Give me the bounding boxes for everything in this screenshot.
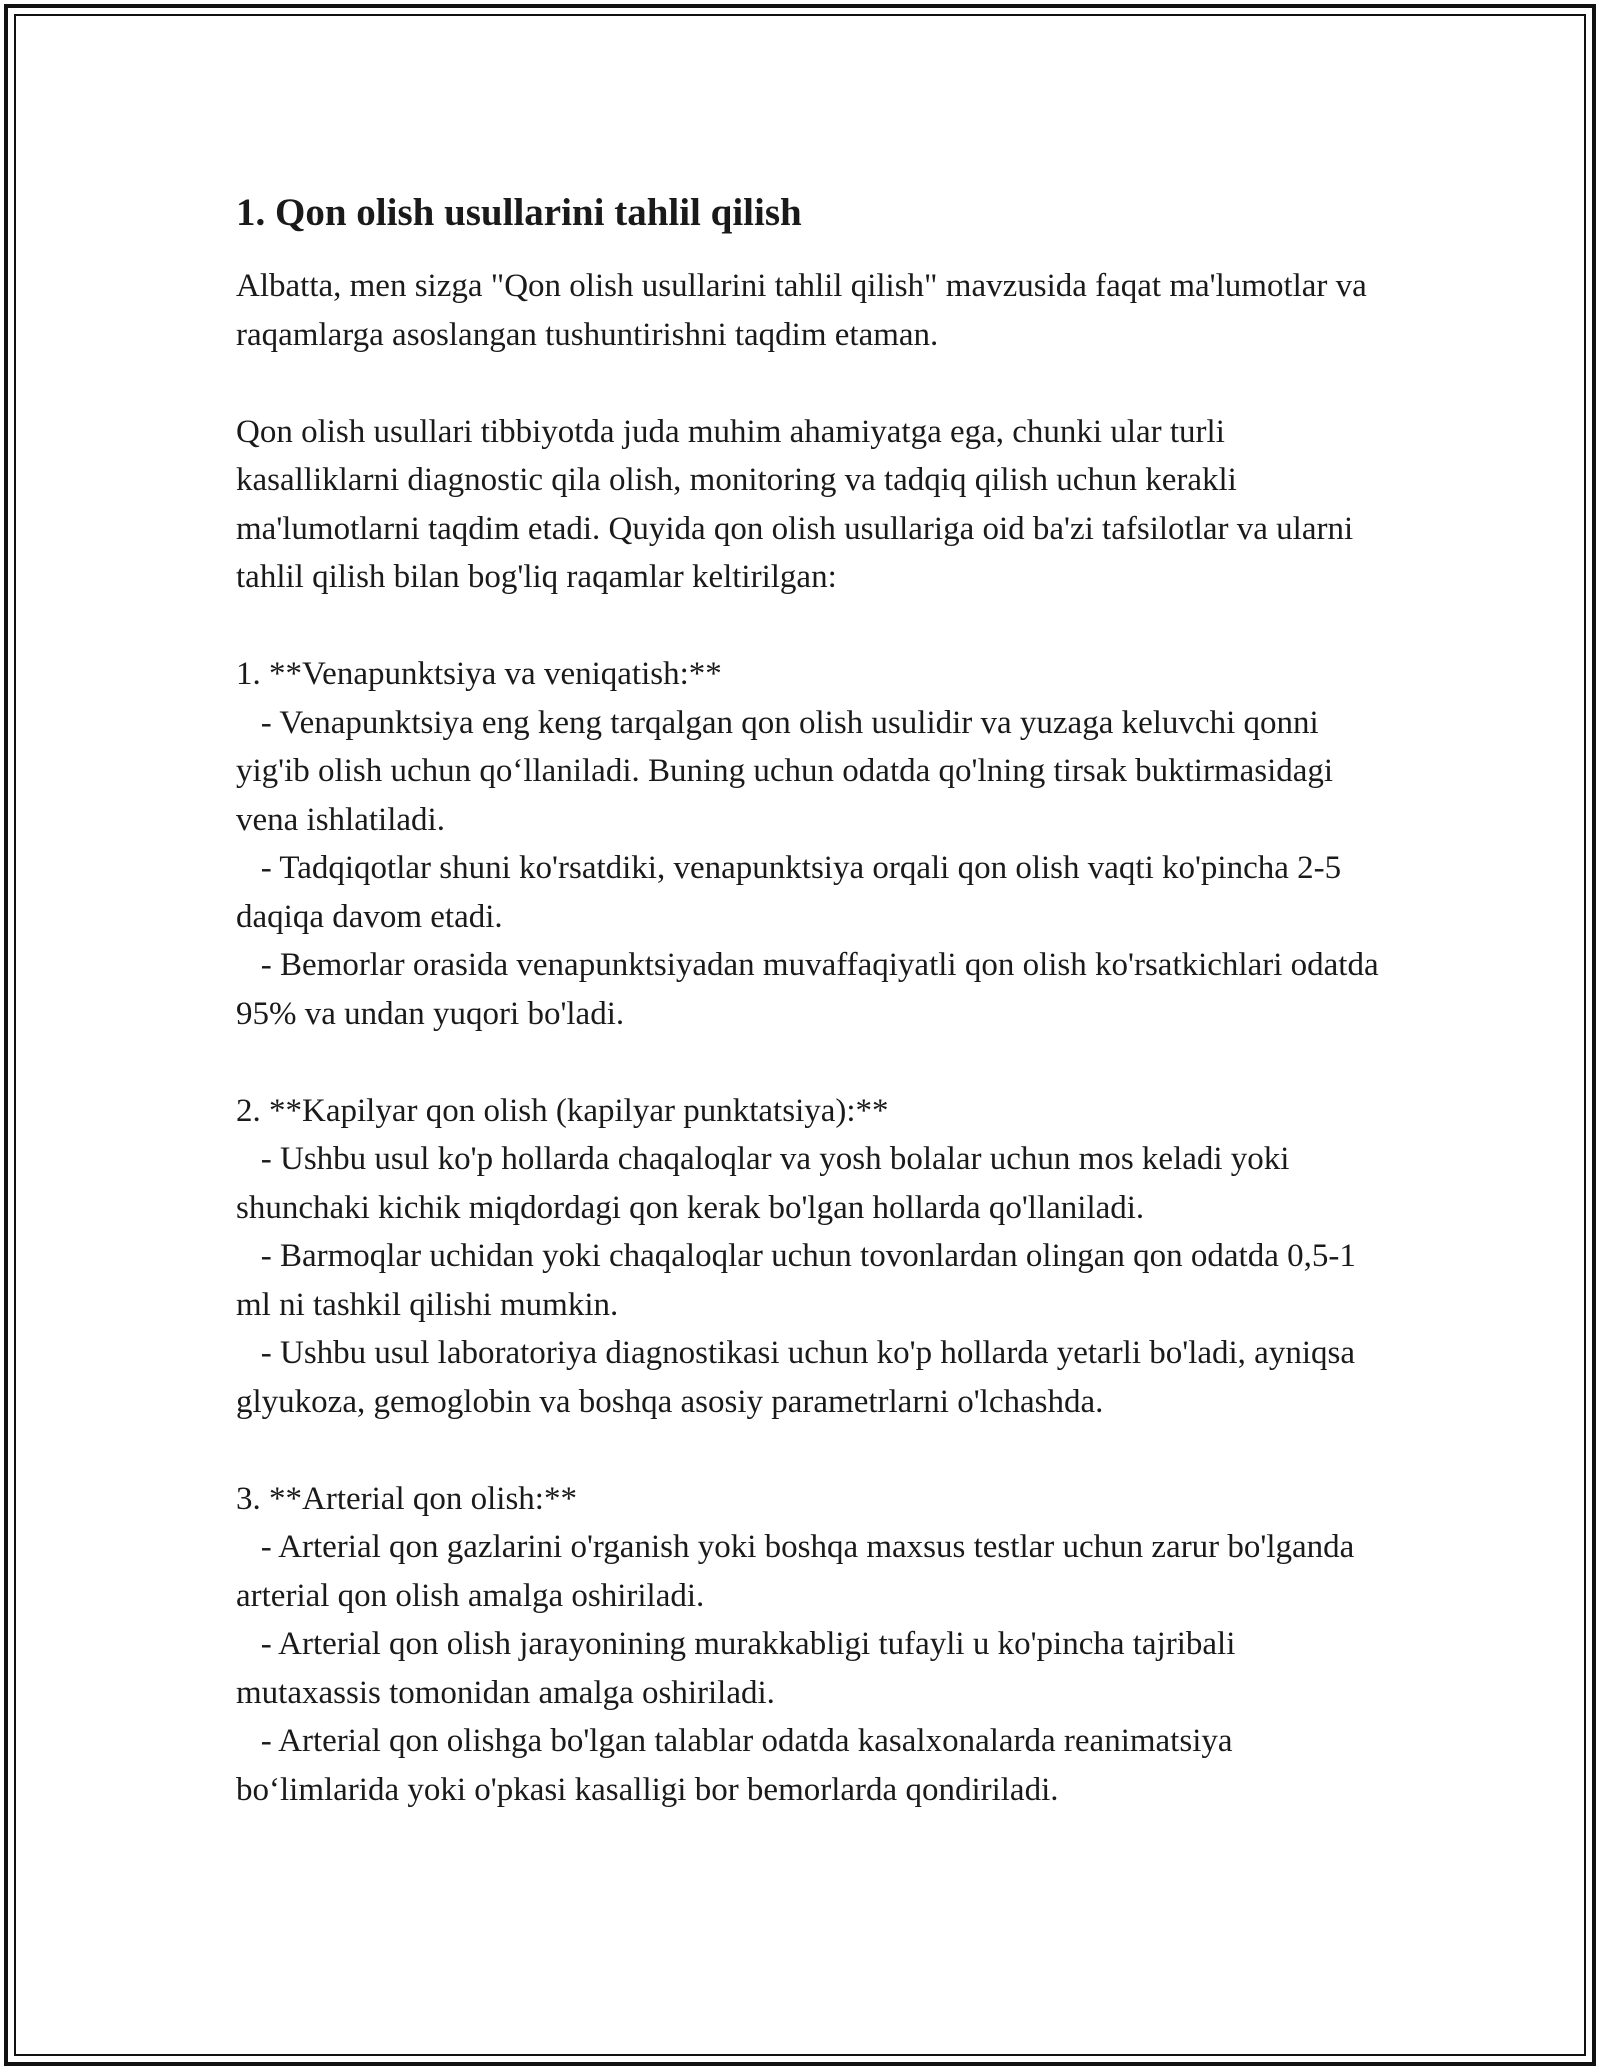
section-item: - Tadqiqotlar shuni ko'rsatdiki, venapunktsiya orqali qon olish vaqti ko'pincha 2-5 daqiqa davom etadi. [236, 850, 1350, 935]
section-item: - Ushbu usul laboratoriya diagnostikasi uchun ko'p hollarda yetarli bo'ladi, ayniqsa glyukoza, gemoglobin va boshqa asosiy parametrlarni o'lchashda. [236, 1335, 1364, 1420]
section-arterial [236, 1475, 1386, 1815]
paragraph-gap [236, 1038, 1386, 1087]
section-heading: 3. **Arterial qon olish:** [236, 1480, 577, 1517]
section-heading: 2. **Kapilyar qon olish (kapilyar punktatsiya):** [236, 1092, 889, 1129]
section-item: - Barmoqlar uchidan yoki chaqaloqlar uchun tovonlardan olingan qon odatda 0,5-1 ml ni tashkil qilishi mumkin. [236, 1238, 1365, 1323]
section-item: - Bemorlar orasida venapunktsiyadan muvaffaqiyatli qon olish ko'rsatkichlari odatda 95% va undan yuqori bo'ladi. [236, 947, 1387, 1032]
document-title: 1. Qon olish usullarini tahlil qilish [236, 191, 802, 234]
document-body [236, 186, 1386, 1814]
section-item: - Arterial qon gazlarini o'rganish yoki boshqa maxsus testlar uchun zarur bo'lganda arterial qon olish amalga oshiriladi. [236, 1529, 1363, 1614]
paragraph-gap [236, 1426, 1386, 1475]
section-item: - Arterial qon olish jarayonining murakkabligi tufayli u ko'pincha tajribali mutaxassis tomonidan amalga oshiriladi. [236, 1626, 1244, 1711]
section-item: - Arterial qon olishga bo'lgan talablar odatda kasalxonalarda reanimatsiya bo‘limlarida yoki o'pkasi kasalligi bor bemorlarda qondiriladi. [236, 1723, 1241, 1808]
section-heading: 1. **Venapunktsiya va veniqatish:** [236, 656, 722, 692]
section-kapilyar [236, 1087, 1386, 1427]
intro-paragraph: Albatta, men sizga "Qon olish usullarini tahlil qilish" mavzusida faqat ma'lumotlar va raqamlarga asoslangan tushuntirishni taqdim etaman. [236, 268, 1376, 353]
section-venapunktsiya [236, 650, 1386, 1038]
overview-paragraph: Qon olish usullari tibbiyotda juda muhim ahamiyatga ega, chunki ular turli kasalliklarni diagnostic qila olish, monitoring va tadqiq qilish uchun kerakli ma'lumotlarni taqdim etadi. Quyida qon olish usullariga oid ba'zi tafsilotlar va ularni tahlil qilish bilan bog'liq raqamlar keltirilgan: [236, 413, 1362, 595]
paragraph-gap [236, 602, 1386, 651]
section-item: - Ushbu usul ko'p hollarda chaqaloqlar va yosh bolalar uchun mos keladi yoki shunchaki kichik miqdordagi qon kerak bo'lgan hollarda qo'llaniladi. [236, 1141, 1298, 1226]
paragraph-gap [236, 359, 1386, 408]
section-item: - Venapunktsiya eng keng tarqalgan qon olish usulidir va yuzaga keluvchi qonni yig'ib olish uchun qo‘llaniladi. Buning uchun odatda qo'lning tirsak buktirmasidagi vena ishlatiladi. [236, 704, 1342, 838]
